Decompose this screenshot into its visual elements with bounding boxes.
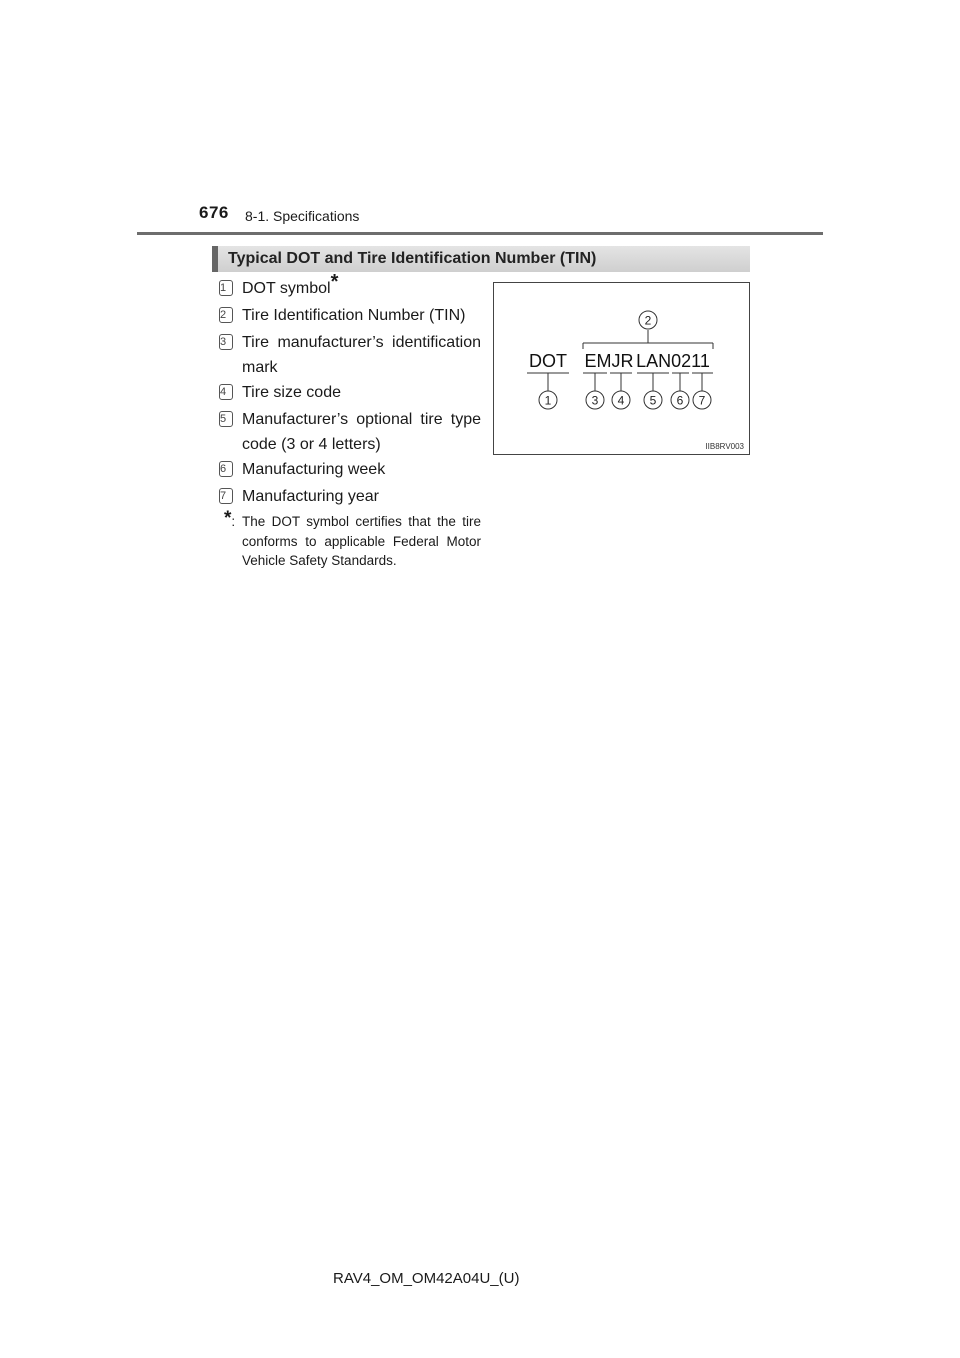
- footnote: [224, 508, 481, 571]
- list-item: [219, 380, 481, 405]
- callout-5: [644, 391, 662, 409]
- item-number-badge: 7: [219, 488, 233, 504]
- list-item: [219, 330, 481, 380]
- lan-text: LAN0211: [636, 351, 710, 371]
- callout-6: [671, 391, 689, 409]
- page-number: 676: [199, 203, 229, 222]
- item-number-badge: 4: [219, 384, 233, 400]
- list-item: [219, 457, 481, 482]
- callout-1: [539, 391, 557, 409]
- asterisk-mark: *: [330, 271, 339, 293]
- item-text: Manufacturer’s optional tire type code (3 or 4 letters): [242, 411, 481, 453]
- callout-2-label: 2: [644, 313, 652, 328]
- callout-4: [612, 391, 630, 409]
- list-item: [219, 407, 481, 457]
- footer-document-id: RAV4_OM_OM42A04U_(U): [333, 1270, 520, 1287]
- figure-code: IIB8RV003: [705, 442, 744, 451]
- dot-text: DOT: [529, 351, 567, 371]
- footnote-asterisk: *: [224, 508, 232, 529]
- callout-2: [639, 311, 657, 329]
- callout-6-label: 6: [676, 393, 684, 408]
- emjr-text: EMJR: [584, 351, 634, 371]
- item-text-container: [242, 271, 481, 301]
- item-text: Manufacturing year: [242, 488, 379, 505]
- list-item: [219, 271, 481, 301]
- footnote-text: The DOT symbol certifies that the tire conforms to applicable Federal Motor Vehicle Safety Standards.: [242, 514, 481, 568]
- item-number-badge: 1: [219, 280, 233, 296]
- item-text: Tire size code: [242, 384, 341, 401]
- callout-3: [586, 391, 604, 409]
- header-rule: [137, 232, 823, 235]
- list-item: [219, 484, 481, 509]
- tin-diagram-graphic: [494, 283, 751, 456]
- item-number-badge: 3: [219, 334, 233, 350]
- callout-4-label: 4: [617, 393, 625, 408]
- callout-7: [693, 391, 711, 409]
- item-number-badge: 6: [219, 461, 233, 477]
- callout-5-label: 5: [649, 393, 657, 408]
- tin-diagram: [493, 282, 750, 455]
- footnote-separator: :: [231, 514, 236, 529]
- item-number-badge: 2: [219, 307, 233, 323]
- footnote-mark: [224, 508, 236, 532]
- callout-3-label: 3: [591, 393, 599, 408]
- item-text: Tire Identification Number (TIN): [242, 307, 466, 324]
- list-item: [219, 303, 481, 328]
- section-heading-bar: [212, 246, 750, 272]
- item-number-badge: 5: [219, 411, 233, 427]
- section-title: 8-1. Specifications: [245, 208, 360, 224]
- item-text: DOT symbol: [242, 280, 331, 297]
- section-heading: Typical DOT and Tire Identification Number (TIN): [228, 250, 597, 267]
- item-text: Tire manufacturer’s identification mark: [242, 334, 481, 376]
- callout-1-label: 1: [544, 393, 552, 408]
- item-text: Manufacturing week: [242, 461, 386, 478]
- callout-7-label: 7: [698, 393, 706, 408]
